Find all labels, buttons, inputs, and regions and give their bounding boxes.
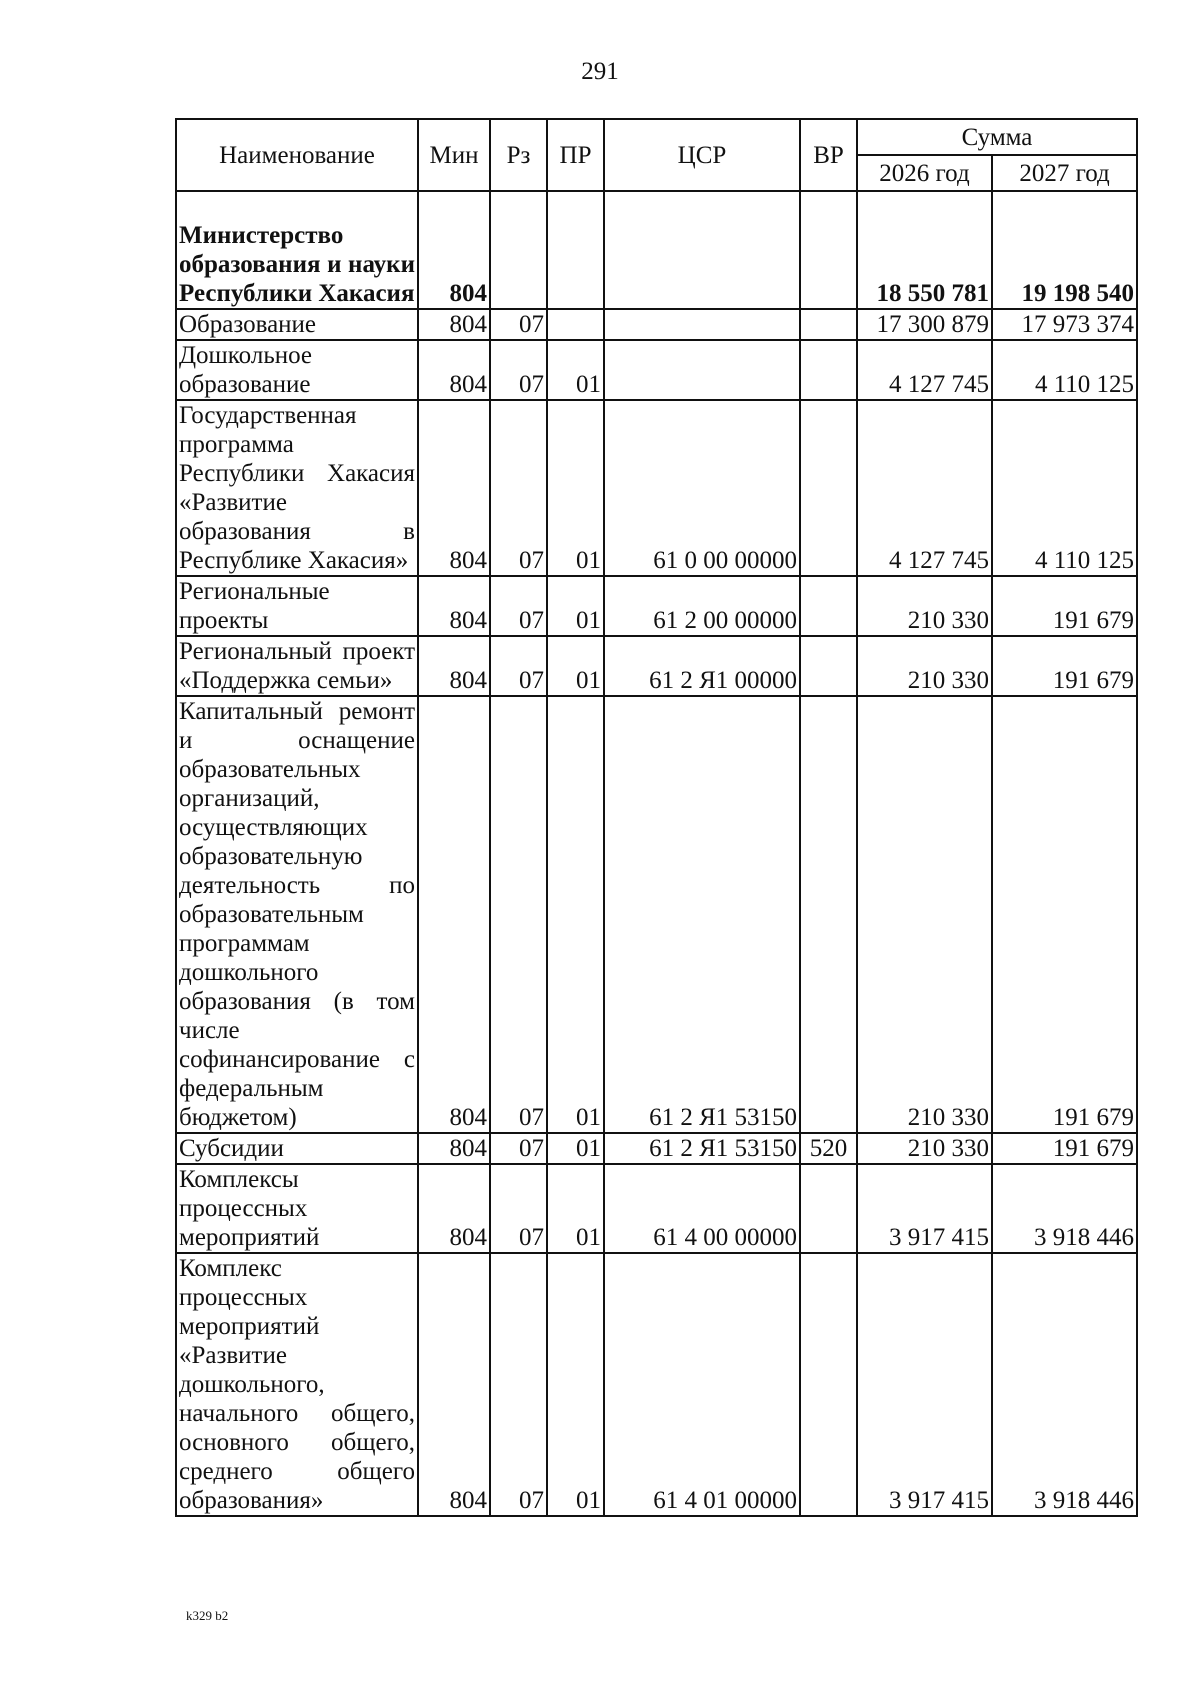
header-pr: ПР (547, 119, 604, 191)
row-amount-2026: 4 127 745 (857, 340, 992, 400)
row-rz: 07 (490, 1253, 547, 1516)
row-rz: 07 (490, 1164, 547, 1253)
row-csr (604, 191, 800, 309)
table-row (176, 309, 1137, 340)
row-min: 804 (418, 1253, 490, 1516)
row-name: Дошкольное образование (176, 340, 418, 400)
row-amount-2026: 210 330 (857, 576, 992, 636)
row-min: 804 (418, 1164, 490, 1253)
header-rz: Рз (490, 119, 547, 191)
row-amount-2026: 3 917 415 (857, 1164, 992, 1253)
row-pr: 01 (547, 1133, 604, 1164)
row-amount-2027: 191 679 (992, 1133, 1137, 1164)
header-year-2026: 2026 год (857, 155, 992, 191)
row-name: Образование (176, 309, 418, 340)
row-vr (800, 696, 857, 1133)
row-amount-2027: 191 679 (992, 576, 1137, 636)
header-sum: Сумма (857, 119, 1137, 155)
row-pr: 01 (547, 400, 604, 576)
table-row (176, 576, 1137, 636)
row-min: 804 (418, 400, 490, 576)
table-row (176, 340, 1137, 400)
row-name: Субсидии (176, 1133, 418, 1164)
row-csr: 61 0 00 00000 (604, 400, 800, 576)
row-pr (547, 191, 604, 309)
row-pr: 01 (547, 636, 604, 696)
row-pr (547, 309, 604, 340)
budget-table (175, 118, 1138, 1517)
row-csr: 61 4 01 00000 (604, 1253, 800, 1516)
row-vr (800, 1164, 857, 1253)
table-row (176, 636, 1137, 696)
table-row (176, 696, 1137, 1133)
row-csr: 61 2 Я1 53150 (604, 1133, 800, 1164)
row-rz: 07 (490, 309, 547, 340)
row-name: Государственная программа Республики Хакасия «Развитие образования в Республике Хакасия» (176, 400, 418, 576)
row-min: 804 (418, 576, 490, 636)
row-rz: 07 (490, 696, 547, 1133)
row-amount-2026: 3 917 415 (857, 1253, 992, 1516)
row-name: Министерство образования и науки Республики Хакасия (176, 191, 418, 309)
row-amount-2027: 19 198 540 (992, 191, 1137, 309)
row-pr: 01 (547, 340, 604, 400)
row-amount-2027: 17 973 374 (992, 309, 1137, 340)
row-pr: 01 (547, 696, 604, 1133)
row-name: Комплексы процессных мероприятий (176, 1164, 418, 1253)
row-csr: 61 4 00 00000 (604, 1164, 800, 1253)
row-vr (800, 191, 857, 309)
row-rz: 07 (490, 636, 547, 696)
row-rz: 07 (490, 1133, 547, 1164)
row-vr (800, 309, 857, 340)
row-rz: 07 (490, 576, 547, 636)
row-name: Региональный проект «Поддержка семьи» (176, 636, 418, 696)
row-amount-2027: 4 110 125 (992, 340, 1137, 400)
table-row (176, 1253, 1137, 1516)
row-csr (604, 309, 800, 340)
row-vr (800, 400, 857, 576)
row-name: Комплекс процессных мероприятий «Развитие дошкольного, начального общего, основного общего, среднего общего образования» (176, 1253, 418, 1516)
row-pr: 01 (547, 1164, 604, 1253)
row-amount-2026: 18 550 781 (857, 191, 992, 309)
row-min: 804 (418, 309, 490, 340)
row-amount-2027: 3 918 446 (992, 1253, 1137, 1516)
row-rz: 07 (490, 340, 547, 400)
row-min: 804 (418, 340, 490, 400)
row-amount-2026: 210 330 (857, 1133, 992, 1164)
row-rz: 07 (490, 400, 547, 576)
row-vr (800, 576, 857, 636)
row-name: Региональные проекты (176, 576, 418, 636)
row-csr (604, 340, 800, 400)
row-amount-2027: 3 918 446 (992, 1164, 1137, 1253)
row-amount-2027: 191 679 (992, 696, 1137, 1133)
page-number: 291 (581, 58, 619, 85)
row-csr: 61 2 Я1 53150 (604, 696, 800, 1133)
row-csr: 61 2 00 00000 (604, 576, 800, 636)
header-name: Наименование (176, 119, 418, 191)
header-year-2027: 2027 год (992, 155, 1137, 191)
row-rz (490, 191, 547, 309)
row-min: 804 (418, 191, 490, 309)
row-amount-2026: 4 127 745 (857, 400, 992, 576)
row-csr: 61 2 Я1 00000 (604, 636, 800, 696)
row-pr: 01 (547, 1253, 604, 1516)
row-pr: 01 (547, 576, 604, 636)
row-name: Капитальный ремонт и оснащение образовательных организаций, осуществляющих образовательную деятельность по образовательным программам дошкольного образования (в том числе софинансирование с федеральным бюджетом) (176, 696, 418, 1133)
row-amount-2026: 210 330 (857, 636, 992, 696)
row-min: 804 (418, 696, 490, 1133)
table-row (176, 1164, 1137, 1253)
row-vr (800, 340, 857, 400)
table-row (176, 1133, 1137, 1164)
header-csr: ЦСР (604, 119, 800, 191)
row-amount-2026: 210 330 (857, 696, 992, 1133)
header-min: Мин (418, 119, 490, 191)
row-min: 804 (418, 1133, 490, 1164)
row-amount-2027: 191 679 (992, 636, 1137, 696)
row-amount-2027: 4 110 125 (992, 400, 1137, 576)
table-row (176, 191, 1137, 309)
row-vr (800, 1253, 857, 1516)
row-amount-2026: 17 300 879 (857, 309, 992, 340)
header-vr: ВР (800, 119, 857, 191)
table-row (176, 400, 1137, 576)
row-min: 804 (418, 636, 490, 696)
footer-code: k329 b2 (186, 1608, 229, 1623)
row-vr: 520 (800, 1133, 857, 1164)
row-vr (800, 636, 857, 696)
